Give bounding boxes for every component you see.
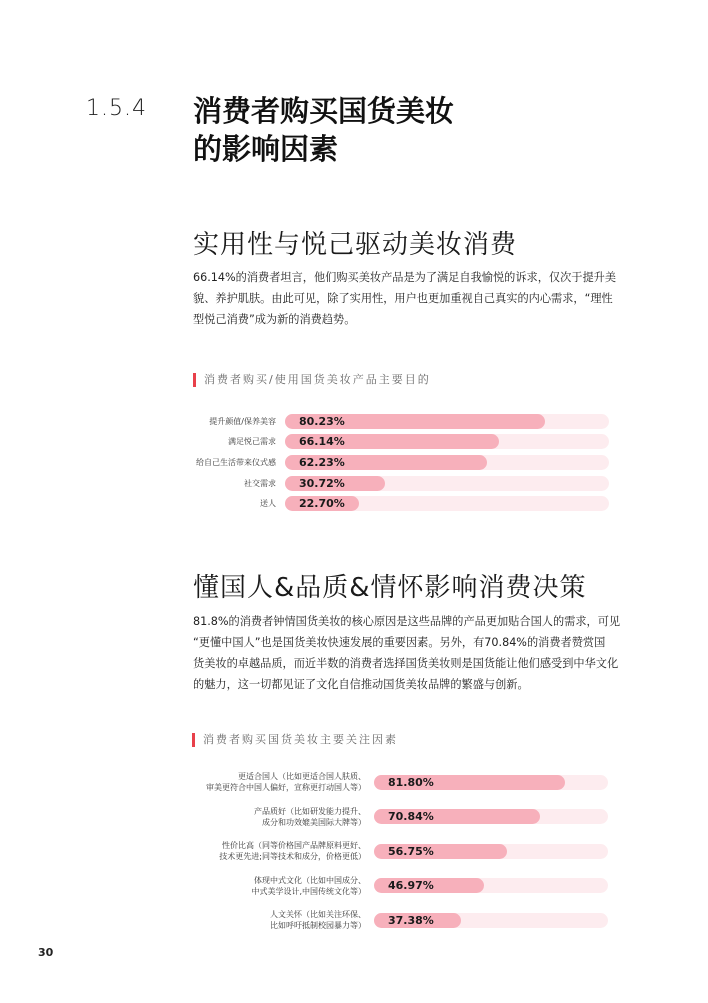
chart2-bar-track [374,844,608,859]
page-title-line-2: 的影响因素 [193,132,339,166]
chart2-row-label [206,771,366,793]
section1-paragraph-line: 型悦己消费”成为新的消费趋势。 [193,313,356,326]
chart2-row-label-line: 技术更先进;同等技术和成分，价格更低） [219,852,366,861]
chart1-row-label-line: 提升颜值/保养美容 [209,416,276,426]
chart2-row-label-line: 审美更符合中国人偏好，宣称更打动国人等） [206,783,366,792]
chart2-row-label-line: 人文关怀（比如关注环保、 [270,910,366,919]
chart2-bar-track [374,775,608,790]
chart2-row-label [219,840,366,862]
chart2-row-label [251,875,366,897]
section1-paragraph [193,267,623,330]
chart1-row-label-line: 给自己生活带来仪式感 [196,457,276,467]
section2-paragraph-line: 的魅力，这一切都见证了文化自信推动国货美妆品牌的繁盛与创新。 [193,678,529,691]
section2-paragraph-line: 81.8%的消费者钟情国货美妆的核心原因是这些品牌的产品更加贴合国人的需求，可见 [193,615,621,628]
chart1-title: 消费者购买/使用国货美妆产品主要目的 [193,373,431,387]
section2-paragraph [193,611,623,695]
chart2-row-label [254,806,366,828]
chart2-row-label [270,909,366,931]
chart2-row-label-line: 性价比高（同等价格国产品牌原料更好、 [222,841,366,850]
section2-paragraph-line: 货美妆的卓越品质，而近半数的消费者选择国货美妆则是国货能让他们感受到中华文化 [193,657,619,670]
section1-paragraph-line: 貌、养护肌肤。由此可见，除了实用性，用户也更加重视自己真实的内心需求，“理性 [193,292,613,305]
chart1-bar-track [285,414,609,429]
chart2-bar-track [374,809,608,824]
chart1-bar-value-label: 30.72% [299,476,345,490]
chart2-row-label-line: 中式美学设计,中国传统文化等） [251,886,366,896]
section1-heading: 实用性与悦己驱动美妆消费 [193,230,518,260]
chart1-row-label-line: 社交需求 [244,478,276,488]
chart2-bar-value-label: 46.97% [388,879,434,892]
chart2-bar-value-label: 70.84% [388,810,434,823]
chart2-row-label-line: 更适合国人（比如更适合国人肤质、 [238,772,366,781]
chart2-bar-value-label: 37.38% [388,913,434,927]
page-number: 30 [38,946,54,959]
chart1-bar-value-label: 66.14% [299,435,345,449]
chart1-row-label [209,416,276,427]
section2-heading: 懂国人&品质&情怀影响消费决策 [193,573,587,603]
chart1-row-label-line: 送人 [260,499,276,509]
chart2-row-label-line: 体现中式文化（比如中国成分、 [254,875,366,885]
chart2-row-label-line: 成分和功效媲美国际大牌等） [262,817,366,827]
chart1-bar-value-label: 22.70% [299,497,345,511]
section2-paragraph-line: “更懂中国人”也是国货美妆快速发展的重要因素。另外，有70.84%的消费者赞赏国 [193,636,606,649]
chart2-bar-track [374,913,608,928]
chart2-row-label-line: 比如呼吁抵制校园暴力等） [270,921,366,930]
chart1-bar-track [285,476,609,491]
chart1-bar-track [285,455,609,470]
chart2-bar-track [374,878,608,893]
chart1-row-label [244,478,276,489]
section1-paragraph-line: 66.14%的消费者坦言，他们购买美妆产品是为了满足自我愉悦的诉求，仅次于提升美 [193,271,617,284]
chart1-bar-track [285,496,609,511]
chart1-bar-track [285,434,609,449]
page-title-line-1: 消费者购买国货美妆 [193,94,455,128]
section-number: 1.5.4 [86,96,147,121]
chart2-bar-value-label: 56.75% [388,844,434,858]
chart2-title: 消费者购买国货美妆主要关注因素 [192,733,398,747]
chart1-row-label [196,457,276,468]
chart1-row-label [228,436,276,447]
chart1-bar-value-label: 80.23% [299,414,345,428]
chart2-bar-value-label: 81.80% [388,775,434,789]
chart1-row-label [260,498,276,509]
page-title [193,92,454,168]
chart2-row-label-line: 产品质好（比如研发能力提升、 [254,806,366,816]
chart1-row-label-line: 满足悦己需求 [228,437,276,447]
chart1-bar-value-label: 62.23% [299,455,345,469]
